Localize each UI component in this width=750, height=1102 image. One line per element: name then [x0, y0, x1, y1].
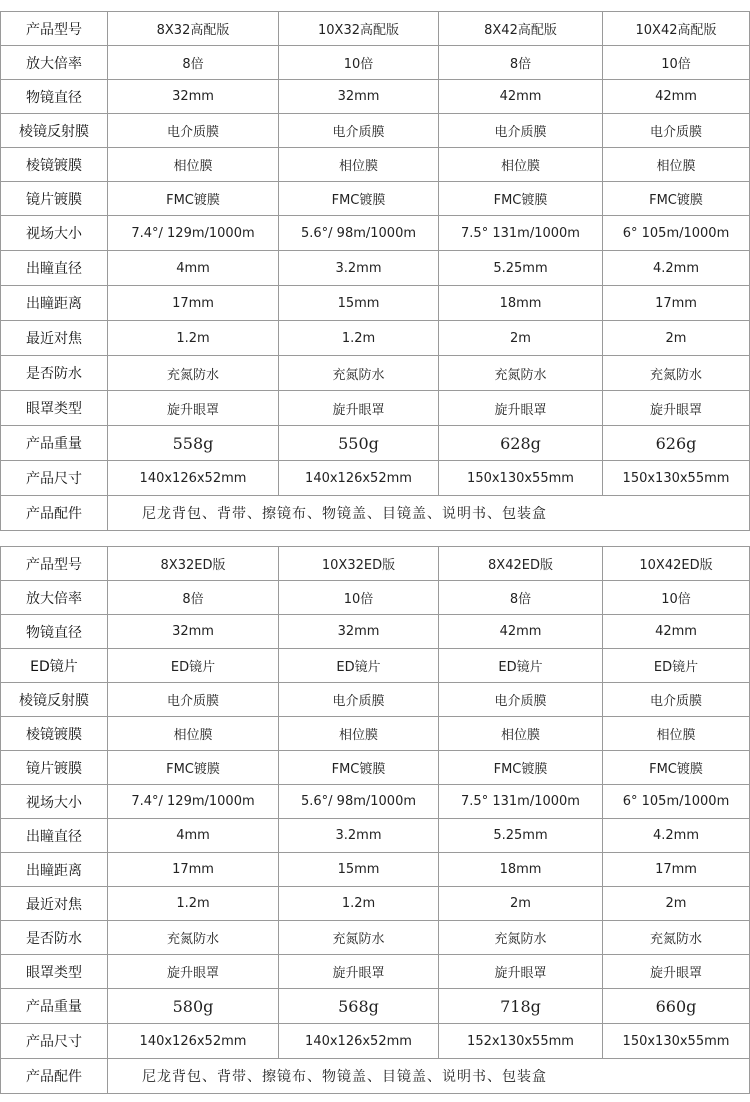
cell-value: 旋升眼罩 [439, 955, 603, 989]
cell-value: 7.5° 131m/1000m [439, 216, 603, 251]
cell-value: ED镜片 [108, 649, 279, 683]
table-row-size [1, 461, 750, 496]
cell-value: 15mm [279, 286, 439, 321]
row-label: 放大倍率 [1, 581, 108, 615]
row-label: 棱镜反射膜 [1, 114, 108, 148]
model-name: 8X42高配版 [439, 12, 603, 46]
row-label: 镜片镀膜 [1, 182, 108, 216]
cell-value: 32mm [279, 615, 439, 649]
cell-value: 42mm [439, 80, 603, 114]
row-label: 最近对焦 [1, 321, 108, 356]
spec-table-ed [0, 546, 750, 1094]
cell-value: 8倍 [108, 46, 279, 80]
cell-value: 电介质膜 [439, 683, 603, 717]
table-row-waterproof [1, 356, 750, 391]
cell-value: 6° 105m/1000m [603, 216, 750, 251]
cell-value: 42mm [603, 80, 750, 114]
row-label: 棱镜镀膜 [1, 717, 108, 751]
cell-value: 42mm [603, 615, 750, 649]
spec-table-premium [0, 11, 750, 531]
cell-value: ED镜片 [603, 649, 750, 683]
row-label: 物镜直径 [1, 615, 108, 649]
cell-value: 相位膜 [279, 148, 439, 182]
cell-value: 18mm [439, 286, 603, 321]
model-name: 8X42ED版 [439, 547, 603, 581]
cell-value: 4.2mm [603, 251, 750, 286]
cell-value: 558g [108, 426, 279, 461]
cell-value: FMC镀膜 [603, 182, 750, 216]
table-row-eye-relief [1, 853, 750, 887]
row-label: 镜片镀膜 [1, 751, 108, 785]
cell-value: 旋升眼罩 [603, 391, 750, 426]
cell-value: 电介质膜 [108, 683, 279, 717]
table-row-ed-lens [1, 649, 750, 683]
model-name: 8X32ED版 [108, 547, 279, 581]
cell-value: 充氮防水 [108, 356, 279, 391]
accessories-list: 尼龙背包、背带、擦镜布、物镜盖、目镜盖、说明书、包装盒 [108, 496, 750, 531]
cell-value: 旋升眼罩 [108, 391, 279, 426]
cell-value: 8倍 [439, 46, 603, 80]
table-row-objective [1, 80, 750, 114]
cell-value: 5.6°/ 98m/1000m [279, 785, 439, 819]
cell-value: FMC镀膜 [439, 751, 603, 785]
row-label: 是否防水 [1, 356, 108, 391]
cell-value: 32mm [108, 80, 279, 114]
model-name: 8X32高配版 [108, 12, 279, 46]
cell-value: 7.4°/ 129m/1000m [108, 785, 279, 819]
cell-value: 10倍 [603, 46, 750, 80]
cell-value: 3.2mm [279, 819, 439, 853]
row-label: 物镜直径 [1, 80, 108, 114]
cell-value: 10倍 [279, 46, 439, 80]
cell-value: 充氮防水 [279, 356, 439, 391]
table-row-magnification [1, 46, 750, 80]
cell-value: 580g [108, 989, 279, 1024]
cell-value: 2m [439, 321, 603, 356]
row-label: 出瞳距离 [1, 853, 108, 887]
cell-value: FMC镀膜 [279, 182, 439, 216]
row-label: 出瞳直径 [1, 251, 108, 286]
row-label: 棱镜镀膜 [1, 148, 108, 182]
accessories-list: 尼龙背包、背带、擦镜布、物镜盖、目镜盖、说明书、包装盒 [108, 1059, 750, 1094]
cell-value: FMC镀膜 [603, 751, 750, 785]
cell-value: FMC镀膜 [279, 751, 439, 785]
table-row-close-focus [1, 321, 750, 356]
cell-value: 628g [439, 426, 603, 461]
model-name: 10X42ED版 [603, 547, 750, 581]
row-label: ED镜片 [1, 649, 108, 683]
cell-value: 充氮防水 [279, 921, 439, 955]
cell-value: 相位膜 [439, 717, 603, 751]
cell-value: 17mm [603, 286, 750, 321]
table-row-accessories [1, 496, 750, 531]
cell-value: 旋升眼罩 [108, 955, 279, 989]
row-label: 产品尺寸 [1, 1024, 108, 1059]
cell-value: 1.2m [279, 887, 439, 921]
row-label: 出瞳直径 [1, 819, 108, 853]
cell-value: 旋升眼罩 [279, 391, 439, 426]
row-label: 产品重量 [1, 426, 108, 461]
cell-value: 6° 105m/1000m [603, 785, 750, 819]
cell-value: 140x126x52mm [279, 461, 439, 496]
row-label: 产品配件 [1, 496, 108, 531]
cell-value: 电介质膜 [603, 683, 750, 717]
cell-value: 充氮防水 [108, 921, 279, 955]
cell-value: 42mm [439, 615, 603, 649]
cell-value: 1.2m [108, 321, 279, 356]
row-label: 产品重量 [1, 989, 108, 1024]
table-row-objective [1, 615, 750, 649]
cell-value: 电介质膜 [279, 114, 439, 148]
cell-value: 10倍 [603, 581, 750, 615]
table-row-weight [1, 426, 750, 461]
cell-value: 152x130x55mm [439, 1024, 603, 1059]
model-name: 10X32高配版 [279, 12, 439, 46]
cell-value: 5.25mm [439, 251, 603, 286]
cell-value: 17mm [603, 853, 750, 887]
cell-value: 电介质膜 [439, 114, 603, 148]
cell-value: FMC镀膜 [439, 182, 603, 216]
cell-value: 550g [279, 426, 439, 461]
cell-value: 150x130x55mm [603, 1024, 750, 1059]
cell-value: 32mm [108, 615, 279, 649]
row-label: 棱镜反射膜 [1, 683, 108, 717]
row-label: 最近对焦 [1, 887, 108, 921]
row-label: 产品尺寸 [1, 461, 108, 496]
row-label: 产品型号 [1, 12, 108, 46]
cell-value: 3.2mm [279, 251, 439, 286]
cell-value: 相位膜 [439, 148, 603, 182]
cell-value: 660g [603, 989, 750, 1024]
cell-value: 718g [439, 989, 603, 1024]
cell-value: 相位膜 [603, 148, 750, 182]
table-row-lens-coating [1, 182, 750, 216]
table-row-field-of-view [1, 216, 750, 251]
cell-value: 旋升眼罩 [439, 391, 603, 426]
row-label: 出瞳距离 [1, 286, 108, 321]
cell-value: 17mm [108, 853, 279, 887]
cell-value: 17mm [108, 286, 279, 321]
cell-value: 626g [603, 426, 750, 461]
cell-value: 2m [603, 321, 750, 356]
cell-value: 旋升眼罩 [603, 955, 750, 989]
cell-value: 4.2mm [603, 819, 750, 853]
cell-value: FMC镀膜 [108, 751, 279, 785]
cell-value: 1.2m [279, 321, 439, 356]
cell-value: 1.2m [108, 887, 279, 921]
cell-value: 4mm [108, 819, 279, 853]
cell-value: 充氮防水 [603, 921, 750, 955]
cell-value: 旋升眼罩 [279, 955, 439, 989]
row-label: 是否防水 [1, 921, 108, 955]
cell-value: 568g [279, 989, 439, 1024]
cell-value: 充氮防水 [439, 356, 603, 391]
table-row-eyecup [1, 391, 750, 426]
table-row-prism-reflective [1, 114, 750, 148]
cell-value: 140x126x52mm [108, 461, 279, 496]
row-label: 眼罩类型 [1, 955, 108, 989]
model-name: 10X42高配版 [603, 12, 750, 46]
row-label: 产品配件 [1, 1059, 108, 1094]
cell-value: 电介质膜 [108, 114, 279, 148]
table-row-exit-pupil [1, 819, 750, 853]
table-row-model [1, 547, 750, 581]
cell-value: ED镜片 [279, 649, 439, 683]
cell-value: 8倍 [108, 581, 279, 615]
cell-value: 140x126x52mm [108, 1024, 279, 1059]
table-row-exit-pupil [1, 251, 750, 286]
model-name: 10X32ED版 [279, 547, 439, 581]
cell-value: 150x130x55mm [439, 461, 603, 496]
cell-value: 4mm [108, 251, 279, 286]
cell-value: 2m [603, 887, 750, 921]
cell-value: 5.25mm [439, 819, 603, 853]
table-row-eye-relief [1, 286, 750, 321]
cell-value: 10倍 [279, 581, 439, 615]
table-row-size [1, 1024, 750, 1059]
table-row-field-of-view [1, 785, 750, 819]
cell-value: 充氮防水 [439, 921, 603, 955]
table-row-accessories [1, 1059, 750, 1094]
row-label: 放大倍率 [1, 46, 108, 80]
row-label: 视场大小 [1, 785, 108, 819]
table-row-prism-coating [1, 148, 750, 182]
cell-value: 150x130x55mm [603, 461, 750, 496]
cell-value: 电介质膜 [603, 114, 750, 148]
cell-value: 相位膜 [108, 717, 279, 751]
table-row-waterproof [1, 921, 750, 955]
row-label: 视场大小 [1, 216, 108, 251]
table-row-model [1, 12, 750, 46]
table-row-eyecup [1, 955, 750, 989]
cell-value: ED镜片 [439, 649, 603, 683]
cell-value: 8倍 [439, 581, 603, 615]
table-row-magnification [1, 581, 750, 615]
table-row-prism-coating [1, 717, 750, 751]
cell-value: 7.5° 131m/1000m [439, 785, 603, 819]
cell-value: 相位膜 [279, 717, 439, 751]
table-row-lens-coating [1, 751, 750, 785]
row-label: 眼罩类型 [1, 391, 108, 426]
cell-value: 15mm [279, 853, 439, 887]
cell-value: 5.6°/ 98m/1000m [279, 216, 439, 251]
cell-value: 32mm [279, 80, 439, 114]
cell-value: 140x126x52mm [279, 1024, 439, 1059]
table-row-close-focus [1, 887, 750, 921]
cell-value: 2m [439, 887, 603, 921]
cell-value: 相位膜 [603, 717, 750, 751]
cell-value: FMC镀膜 [108, 182, 279, 216]
table-row-prism-reflective [1, 683, 750, 717]
cell-value: 电介质膜 [279, 683, 439, 717]
row-label: 产品型号 [1, 547, 108, 581]
cell-value: 18mm [439, 853, 603, 887]
cell-value: 充氮防水 [603, 356, 750, 391]
cell-value: 7.4°/ 129m/1000m [108, 216, 279, 251]
table-row-weight [1, 989, 750, 1024]
cell-value: 相位膜 [108, 148, 279, 182]
